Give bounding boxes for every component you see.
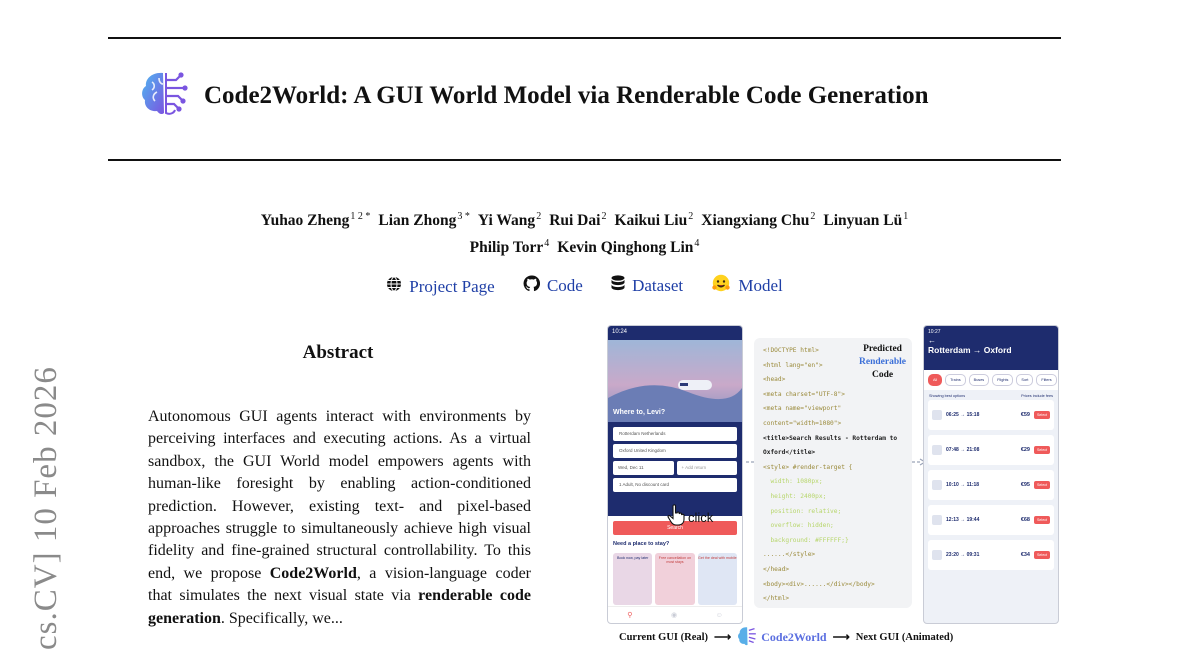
result-card[interactable] — [928, 505, 1054, 535]
click-label: click — [688, 510, 714, 525]
author-affiliation: 3 * — [457, 211, 470, 222]
author-affiliation: 2 — [810, 211, 816, 222]
caption-code2world: Code2World — [761, 629, 827, 644]
code-line: overflow: hidden; — [763, 522, 834, 530]
date-field[interactable]: Wed, Dec 11 — [613, 461, 674, 475]
transport-icon — [932, 445, 942, 455]
current-gui-phone — [607, 325, 743, 624]
author-name: Lian Zhong$^{3 *}$ — [378, 211, 470, 230]
result-time: 10:10 → 11:18 — [946, 482, 980, 488]
code-line: <body><div>......</div></body> — [763, 580, 875, 588]
code-line: Oxford</title> — [763, 449, 816, 457]
back-icon[interactable]: ← — [928, 336, 936, 345]
transport-icon — [932, 410, 942, 420]
result-card[interactable] — [928, 470, 1054, 500]
code-line: position: relative; — [763, 507, 842, 515]
filter-chip[interactable]: Buses — [969, 374, 990, 386]
route-title: Rotterdam → Oxford — [928, 345, 1012, 355]
result-price: €68 — [1020, 517, 1030, 523]
result-card[interactable] — [928, 540, 1054, 570]
author-name: Yuhao Zheng$^{1 2 *}$ — [260, 211, 371, 230]
need-place-heading: Need a place to stay? — [613, 541, 670, 547]
teaser-figure — [600, 322, 1060, 648]
abstract-body: Autonomous GUI agents interact with environments by perceiving interfaces and executing actions. As a virtual sandbox, the GUI World model empowers agents with human-like foresight by enabling action-conditioned prediction. However, existing text- and pixel-based approaches struggle to simultaneously achieve high visual fidelity and fine-grained structural controllability. To this end, we propose Code2World, a vision-language coder that simulates the next visual state via renderable code generation. Specifically, we... — [148, 408, 531, 627]
caption-current-gui: Current GUI (Real) — [619, 631, 709, 643]
hand-pointer-icon — [666, 504, 686, 531]
author-name: Yi Wang$^2$ — [477, 211, 542, 230]
result-time: 23:20 → 09:31 — [946, 552, 980, 558]
promo-card[interactable]: Book now, pay later — [613, 553, 652, 605]
figure-caption-row — [600, 626, 1060, 648]
brain-logo-icon — [140, 70, 190, 121]
arrow-right-icon: ⟶ — [832, 629, 850, 644]
click-indicator — [666, 504, 713, 531]
database-icon — [611, 275, 625, 297]
promo-card[interactable]: Get the deal with mobile — [698, 553, 737, 605]
filter-chip[interactable]: Filters — [1036, 374, 1056, 386]
promo-card[interactable]: Free cancellation on most stays — [655, 553, 694, 605]
author-affiliation: 4 — [694, 238, 700, 250]
search-button[interactable]: Search — [613, 521, 737, 535]
resource-links — [108, 274, 1061, 297]
code-line: ......</style> — [763, 551, 816, 559]
title-bottom-rule — [108, 159, 1061, 161]
code-line: height: 2400px; — [763, 492, 827, 500]
transport-icon — [932, 550, 942, 560]
hugging-face-icon — [711, 274, 731, 297]
author-name: Linyuan $Lü^1$ — [823, 211, 909, 230]
select-button[interactable]: Select — [1034, 481, 1050, 489]
code-line: background: #FFFFFF;} — [763, 536, 849, 544]
to-field[interactable]: Oxford United Kingdom — [613, 444, 737, 458]
code-line: </head> — [763, 565, 790, 573]
author-affiliation: 2 — [688, 211, 694, 222]
result-price: €95 — [1020, 482, 1030, 488]
author-list — [108, 205, 1061, 259]
author-name: Philip Torr$^4$ — [469, 238, 550, 257]
code-line: <html lang="en"> — [763, 361, 823, 369]
return-field[interactable]: + Add return — [677, 461, 738, 475]
select-button[interactable]: Select — [1034, 516, 1050, 524]
results-header: 10:27 ← Rotterdam → Oxford — [924, 326, 1058, 370]
search-icon[interactable]: ⚲ — [627, 612, 633, 619]
from-field[interactable]: Rotterdam Netherlands — [613, 427, 737, 441]
profile-icon[interactable]: ☺ — [715, 611, 723, 619]
filter-chip[interactable]: Trains — [945, 374, 965, 386]
code-line: <head> — [763, 376, 786, 384]
ticket-icon[interactable]: ◉ — [670, 612, 678, 619]
code-line: <meta charset="UTF-8"> — [763, 390, 845, 398]
result-price: €29 — [1020, 447, 1030, 453]
code-line: </html> — [763, 595, 790, 603]
author-name: Rui Dai$^2$ — [549, 211, 607, 230]
top-rule — [108, 37, 1061, 39]
globe-icon — [386, 276, 402, 297]
result-list — [924, 400, 1058, 570]
result-price: €34 — [1020, 552, 1030, 558]
result-time: 06:25 → 15:18 — [946, 412, 980, 418]
project-page-link[interactable]: Project Page — [386, 276, 494, 297]
select-button[interactable]: Select — [1034, 551, 1050, 559]
author-affiliation: 2 — [536, 211, 542, 222]
search-form — [608, 422, 742, 516]
hero-banner — [608, 340, 742, 422]
author-affiliation: 2 — [601, 211, 607, 222]
caption-next-gui: Next GUI (Animated) — [855, 631, 954, 643]
select-button[interactable]: Select — [1034, 411, 1050, 419]
arxiv-stamp: cs.CV] 10 Feb 2026 — [28, 366, 64, 650]
author-name: Kevin Qinghong Lin$^4$ — [557, 238, 700, 257]
code-listing — [763, 344, 897, 607]
passengers-field[interactable]: 1 Adult, No discount card — [613, 478, 737, 492]
filter-chip[interactable]: Sort — [1016, 374, 1033, 386]
github-icon — [523, 275, 540, 297]
paper-title: Code2World: A GUI World Model via Renderable Code Generation — [204, 81, 929, 109]
select-button[interactable]: Select — [1034, 446, 1050, 454]
author-name: Kaikui Liu$^2$ — [614, 211, 694, 230]
code2world-logo-icon — [737, 626, 759, 649]
code-line: <!DOCTYPE html> — [763, 347, 819, 354]
result-time: 12:13 → 19:44 — [946, 517, 980, 523]
code-caption: Predicted Renderable Code — [859, 344, 906, 380]
transport-icon — [932, 515, 942, 525]
next-gui-phone — [923, 325, 1059, 624]
filter-chips — [924, 370, 1058, 390]
author-affiliation: 1 2 * — [350, 211, 371, 222]
code-link[interactable]: Code — [523, 275, 583, 297]
list-header-note: Prices include fees — [1021, 394, 1053, 398]
code-line: <meta name="viewport" — [763, 405, 842, 413]
result-card[interactable] — [928, 400, 1054, 430]
result-time: 07:48 → 21:08 — [946, 447, 980, 453]
author-affiliation: 1 — [903, 211, 909, 222]
title-block — [140, 70, 929, 121]
model-link[interactable]: Model — [711, 274, 782, 297]
list-header: Showing best options — [929, 394, 966, 398]
code-line: <title>Search Results - Rotterdam to — [763, 434, 898, 442]
status-bar: 10:24 — [608, 326, 742, 340]
code-line: width: 1080px; — [763, 478, 823, 486]
bottom-nav — [608, 606, 742, 623]
result-price: €59 — [1020, 412, 1030, 418]
greeting-text: Where to, Levi? — [613, 409, 666, 416]
transport-icon — [932, 480, 942, 490]
filter-chip[interactable]: Flights — [992, 374, 1013, 386]
code-line: <style> #render-target { — [763, 463, 853, 471]
filter-chip[interactable]: All — [928, 374, 942, 386]
author-name: Xiangxiang Chu$^2$ — [701, 211, 816, 230]
abstract-heading: Abstract — [302, 342, 374, 363]
dataset-link[interactable]: Dataset — [611, 275, 683, 297]
author-affiliation: 4 — [544, 238, 550, 250]
arrow-right-icon: ⟶ — [714, 629, 732, 644]
code-line: content="width=1080"> — [763, 419, 842, 427]
predicted-code-panel — [754, 338, 912, 608]
result-card[interactable] — [928, 435, 1054, 465]
